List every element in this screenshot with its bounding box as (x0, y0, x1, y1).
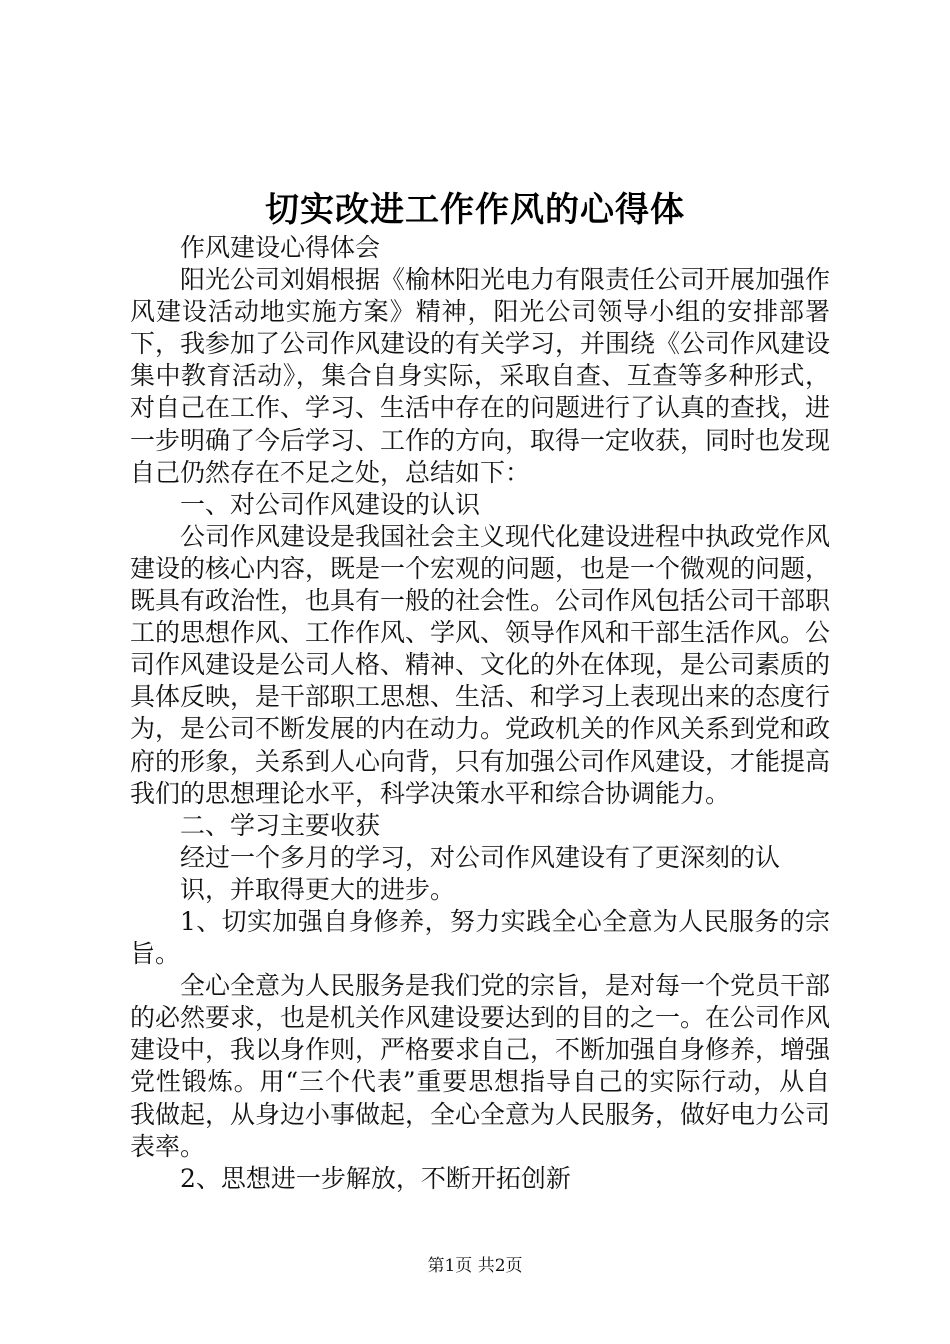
paragraph-subtitle: 作风建设心得体会 (180, 233, 381, 262)
section-heading-1: 一、对公司作风建设的认识 (180, 489, 481, 519)
subsection-heading-2: 2、思想进一步解放，不断开拓创新 (180, 1163, 571, 1193)
subsection-heading-1: 1、切实加强自身修养，努力实践全心全意为人民服务的宗旨。 (130, 906, 830, 969)
paragraph-serve-people: 全心全意为人民服务是我们党的宗旨，是对每一个党员干部的必然要求，也是机关作风建设要达到的目的之一。在公司作风建设中，我以身作则，严格要求自己，不断加强自身修养，增强党性锻炼。用“三个代表”重要思想指导自己的实际行动，从自我做起，从身边小事做起，全心全意为人民服务，做好电力公司表率。 (130, 971, 831, 1161)
document-title: 切实改进工作作风的心得体 (265, 190, 685, 230)
section-heading-2: 二、学习主要收获 (180, 810, 381, 840)
paragraph-intro: 阳光公司刘娟根据《榆林阳光电力有限责任公司开展加强作风建设活动地实施方案》精神，阳光公司领导小组的安排部署下，我参加了公司作风建设的有关学习，并围绕《公司作风建设集中教育活动》，集合自身实际，采取自查、互查等多种形式，对自己在工作、学习、生活中存在的问题进行了认真的查找，进一步明确了今后学习、工作的方向，取得一定收获，同时也发现自己仍然存在不足之处，总结如下： (130, 265, 831, 487)
paragraph-understanding: 公司作风建设是我国社会主义现代化建设进程中执政党作风建设的核心内容，既是一个宏观的问题，也是一个微观的问题，既具有政治性，也具有一般的社会性。公司作风包括公司干部职工的思想作风、工作作风、学风、领导作风和干部生活作风。公司作风建设是公司人格、精神、文化的外在体现，是公司素质的具体反映，是干部职工思想、生活、和学习上表现出来的态度行为，是公司不断发展的内在动力。党政机关的作风关系到党和政府的形象，关系到人心向背，只有加强公司作风建设，才能提高我们的思想理论水平，科学决策水平和综合协调能力。 (130, 521, 831, 808)
page-footer: 第1页 共2页 (427, 1256, 523, 1276)
paragraph-learning-line-2: 识，并取得更大的进步。 (180, 874, 456, 904)
paragraph-learning-line-1: 经过一个多月的学习，对公司作风建设有了更深刻的认 (180, 842, 781, 872)
document-body (130, 232, 830, 1195)
